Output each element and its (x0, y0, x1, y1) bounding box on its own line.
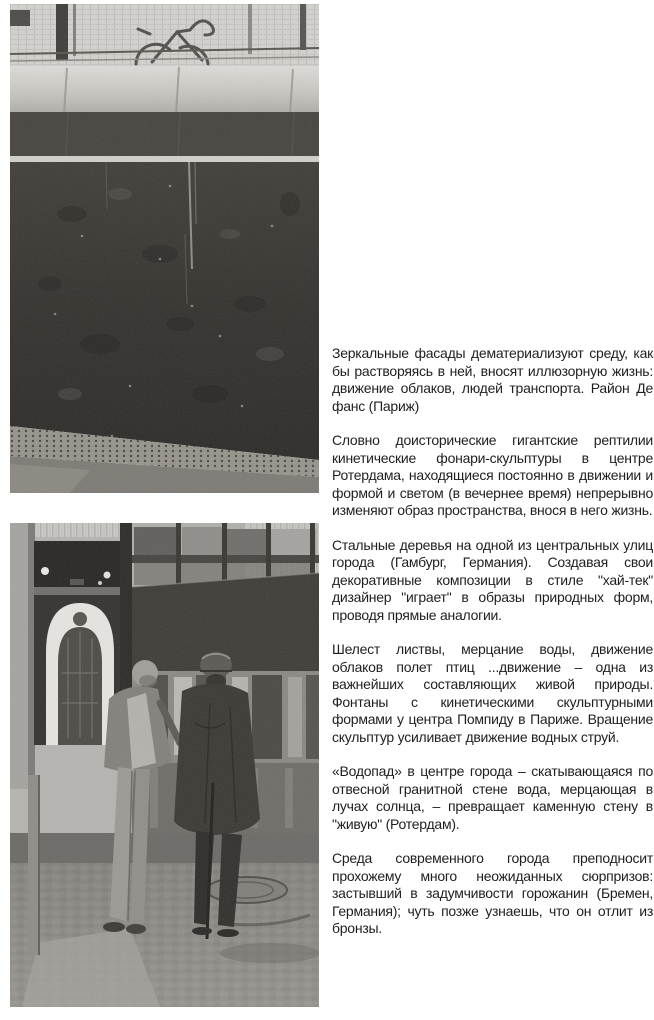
paragraph-pompidou-fountains: Шелест листвы, мерцание воды, движение облаков полет птиц ...движение – одна из важнейших составляющих живой природы. Фонтаны с кинетическими скульптурными формами у центра Помпиду в Париже. Вращение скульптур усиливает движение водных струй. (332, 641, 653, 745)
bronze-citizen-street-photo (10, 523, 319, 1007)
street-scene-illustration (10, 523, 319, 1007)
granite-waterfall-wall-photo (10, 4, 319, 493)
paragraph-mirror-facades: Зеркальные фасады дематериализуют среду, как бы растворяясь в ней, вносят иллюзорную жизнь: движение облаков, людей транспорта. Район Де фанс (Париж) (332, 345, 653, 414)
paragraph-waterfall: «Водопад» в центре города – скатывающаяся по отвесной гранитной стене вода, мерцающая в лучах солнца, – превращает каменную стену в "живую" (Ротердам). (332, 763, 653, 832)
waterfall-wall-illustration (10, 4, 319, 493)
article-text-column (332, 345, 653, 955)
paragraph-bronze-citizen: Среда современного города преподносит прохожему много неожиданных сюрпризов: застывший в задумчивости горожанин (Бремен, Германия); чуть позже узнаешь, что он отлит из бронзы. (332, 850, 653, 936)
paragraph-steel-trees: Стальные деревья на одной из центральных улиц города (Гамбург, Германия). Создавая свои декоративные композиции в стиле "хай-тек" дизайнер "играет" в образы природных форм, проводя прямые аналогии. (332, 536, 653, 623)
paragraph-kinetic-lanterns: Словно доисторические гигантские рептилии кинетические фонари-скульптуры в центре Ротердама, находящиеся постоянно в движении и формой и светом (в вечернее время) непрерывно изменяют образ пространства, внося в него жизнь. (332, 432, 653, 518)
